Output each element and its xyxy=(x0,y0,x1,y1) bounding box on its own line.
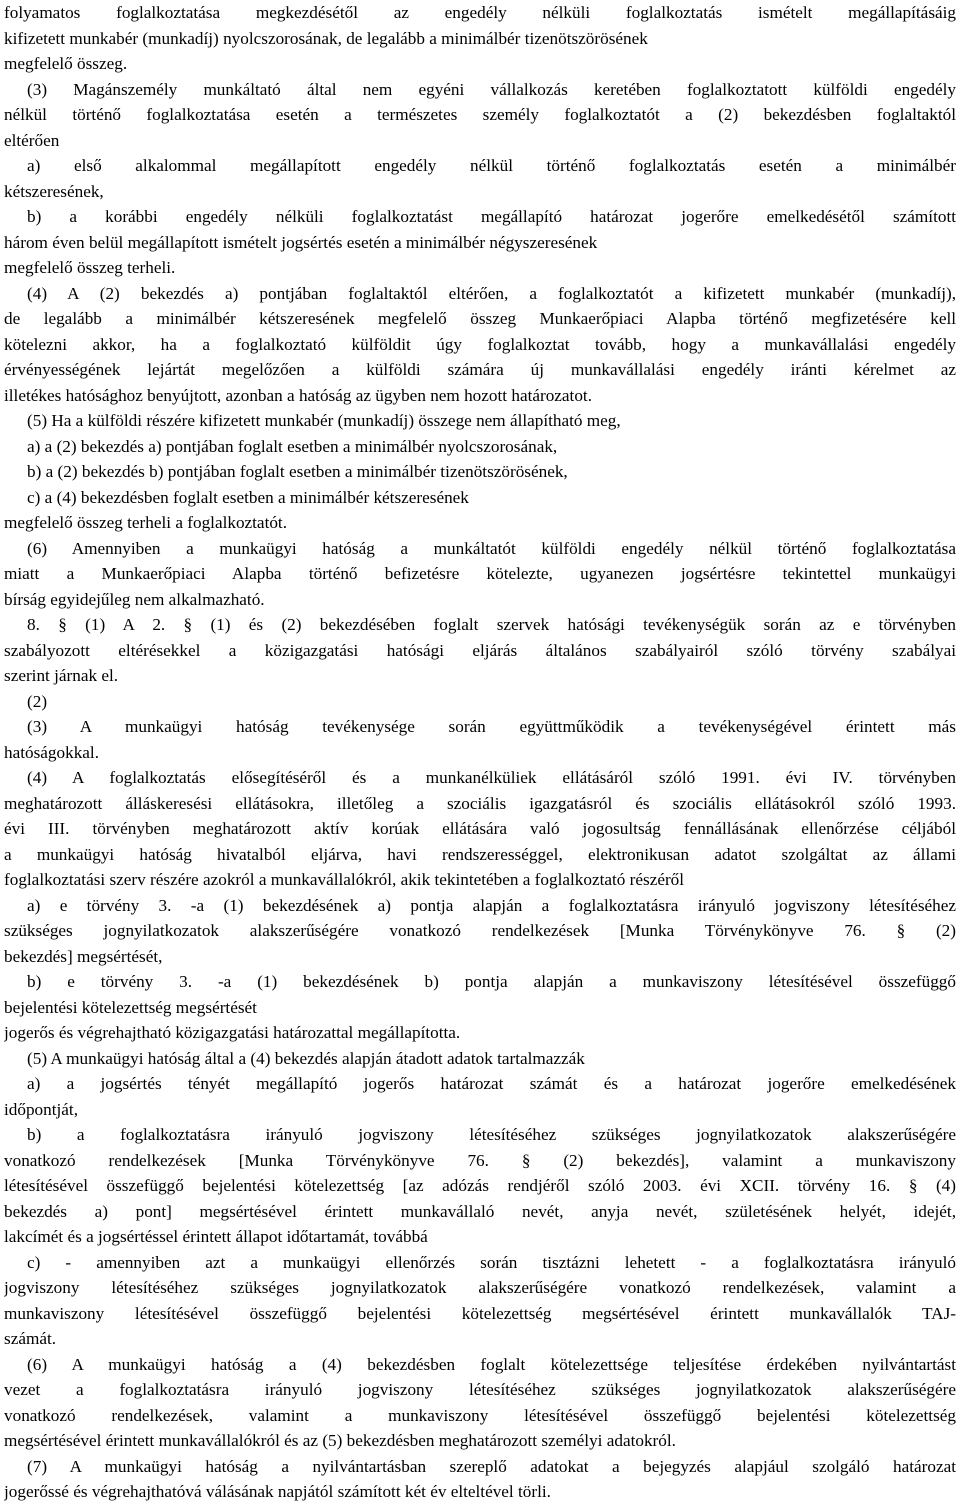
text-line: a) első alkalommal megállapított engedély nélkül történő foglalkoztatás esetén a minimálbér xyxy=(27,156,956,175)
text-line: érvényességének lejártát megelőzően a külföldi számára új munkavállalási engedély iránti kérelmet az xyxy=(4,360,956,379)
text-line: a munkaügyi hatóság hivatalból eljárva, havi rendszerességgel, elektronikusan adatot szolgáltat az állami xyxy=(4,844,956,864)
text-line: miatt a Munkaerőpiaci Alapba történő befizetésre kötelezte, ugyanezen jogsértésre tekintettel munkaügyi xyxy=(4,564,956,583)
text-line: folyamatos foglalkoztatása megkezdésétől az engedély nélküli foglalkoztatás ismételt megállapításáig xyxy=(4,3,956,22)
text-line: megfelelő összeg. xyxy=(4,54,128,73)
text-line: lakcímét és a jogsértéssel érintett állapot időtartamát, továbbá xyxy=(4,1227,428,1246)
text-line: megsértésével érintett munkavállalókról és az (5) bekezdésben meghatározott személyi adatokról. xyxy=(4,1431,676,1450)
text-line: (3) A munkaügyi hatóság tevékenysége során együttműködik a tevékenységével érintett más xyxy=(27,717,956,736)
text-line: (5) Ha a külföldi részére kifizetett munkabér (munkadíj) összege nem állapítható meg, xyxy=(27,411,621,430)
text-line: időpontját, xyxy=(4,1099,78,1119)
text-line: megfelelő összeg terheli a foglalkoztatót. xyxy=(4,513,288,532)
text-line: meghatározott álláskeresési ellátásokra, illetőleg a szociális igazgatásról és szociális ellátásokról szóló 1993. xyxy=(4,793,956,813)
text-line: foglalkoztatási szerv részére azokról a munkavállalókról, akik tekintetében a foglalkoztató részéről xyxy=(4,870,685,889)
text-line: megfelelő összeg terheli. xyxy=(4,258,176,277)
text-line: kétszeresének, xyxy=(4,181,104,201)
text-line: vonatkozó rendelkezések, valamint a munkaviszony létesítésével összefüggő bejelentési kötelezettség xyxy=(4,1405,956,1425)
text-line: b) a (2) bekezdés b) pontjában foglalt esetben a minimálbér tizenötszörösének, xyxy=(27,462,568,481)
text-line: 8. § (1) A 2. § (1) és (2) bekezdésében foglalt szervek hatósági tevékenységük során az e törvényben xyxy=(27,615,956,634)
text-line: vonatkozó rendelkezések [Munka Törvénykönyve 76. § (2) bekezdés], valamint a munkaviszony xyxy=(4,1150,956,1170)
text-line: illetékes hatósághoz benyújtott, azonban a hatóság az ügyben nem hozott határozatot. xyxy=(4,385,592,405)
text-line: (4) A foglalkoztatás elősegítéséről és a munkanélküliek ellátásáról szóló 1991. évi IV. törvényben xyxy=(27,768,956,787)
text-line: szükséges jognyilatkozatok alakszerűségére vonatkozó rendelkezések [Munka Törvénykönyve 76. § (2) xyxy=(4,921,956,940)
text-line: munkaviszony létesítésével összefüggő bejelentési kötelezettség megsértésével érintett munkavállalók TAJ- xyxy=(4,1303,956,1323)
text-line: bekezdés] megsértését, xyxy=(4,946,163,966)
text-line: eltérően xyxy=(4,130,60,150)
text-line: nélkül történő foglalkoztatása esetén a természetes személy foglalkoztatót a (2) bekezdésben foglaltaktól xyxy=(4,105,956,124)
text-line: kifizetett munkabér (munkadíj) nyolcszorosának, de legalább a minimálbér tizenötszörösének xyxy=(4,28,648,48)
text-line: jogerős és végrehajtható közigazgatási határozattal megállapította. xyxy=(4,1023,461,1042)
text-line: a) e törvény 3. -a (1) bekezdésének a) pontja alapján a foglalkoztatásra irányuló jogviszony létesítéséhez xyxy=(27,895,956,915)
text-line: (4) A (2) bekezdés a) pontjában foglaltaktól eltérően, a foglalkoztatót a kifizetett munkabér (munkadíj), xyxy=(27,283,956,303)
text-line: jogviszony létesítéséhez szükséges jognyilatkozatok alakszerűségére vonatkozó rendelkezések, valamint a xyxy=(4,1278,956,1297)
text-line: (6) Amennyiben a munkaügyi hatóság a munkáltatót külföldi engedély nélkül történő foglalkoztatása xyxy=(27,538,956,558)
text-line: bejelentési kötelezettség megsértését xyxy=(4,997,257,1017)
text-line: vezet a foglalkoztatásra irányuló jogviszony létesítéséhez szükséges jognyilatkozatok alakszerűségére xyxy=(4,1380,956,1399)
text-line: bírság egyidejűleg nem alkalmazható. xyxy=(4,589,265,609)
text-line: hatóságokkal. xyxy=(4,742,99,762)
text-line: a) a jogsértés tényét megállapító jogerős határozat számát és a határozat jogerőre emelkedésének xyxy=(27,1074,956,1093)
text-line: kötelezni akkor, ha a foglalkoztató külföldit úgy foglalkoztat tovább, hogy a munkavállalási engedély xyxy=(4,334,956,354)
text-line: b) e törvény 3. -a (1) bekezdésének b) pontja alapján a munkaviszony létesítésével összefüggő xyxy=(27,972,956,991)
text-line: szabályozott eltérésekkel a közigazgatási hatósági eljárás általános szabályairól szóló törvény szabályai xyxy=(4,640,956,660)
text-line: (6) A munkaügyi hatóság a (4) bekezdésben foglalt kötelezettsége teljesítése érdekében nyilvántartást xyxy=(27,1354,956,1374)
text-line: jogerőssé és végrehajthatóvá válásának napjától számított két év elteltével törli. xyxy=(4,1482,551,1501)
text-line: számát. xyxy=(4,1329,57,1348)
text-line: a) a (2) bekezdés a) pontjában foglalt esetben a minimálbér nyolcszorosának, xyxy=(27,436,558,456)
text-line: évi III. törvényben meghatározott aktív korúak ellátására való jogosultság fennállásának ellenőrzése céljából xyxy=(4,819,956,838)
text-line: (2) xyxy=(27,691,48,711)
text-line: (3) Magánszemély munkáltató által nem egyéni vállalkozás keretében foglalkoztatott külföldi engedély xyxy=(27,79,956,99)
text-line: (7) A munkaügyi hatóság a nyilvántartásban szereplő adatokat a bejegyzés alapjául szolgáló határozat xyxy=(27,1456,956,1476)
text-line: c) a (4) bekezdésben foglalt esetben a minimálbér kétszeresének xyxy=(27,487,469,507)
text-line: c) - amennyiben azt a munkaügyi ellenőrzés során tisztázni lehetett - a foglalkoztatásra irányuló xyxy=(27,1252,956,1272)
text-line: három éven belül megállapított ismételt jogsértés esetén a minimálbér négyszeresének xyxy=(4,232,598,252)
text-line: b) a korábbi engedély nélküli foglalkoztatást megállapító határozat jogerőre emelkedésétől számított xyxy=(27,207,956,226)
text-line: b) a foglalkoztatásra irányuló jogviszony létesítéséhez szükséges jognyilatkozatok alakszerűségére xyxy=(27,1125,956,1144)
text-line: (5) A munkaügyi hatóság által a (4) bekezdés alapján átadott adatok tartalmazzák xyxy=(27,1048,585,1068)
text-line: bekezdés a) pont] megsértésével érintett munkavállaló nevét, anyja nevét, születésének helyét, idejét, xyxy=(4,1201,956,1221)
text-line: szerint járnak el. xyxy=(4,666,119,685)
text-line: de legalább a minimálbér kétszeresének megfelelő összeg Munkaerőpiaci Alapba történő megfizetésére kell xyxy=(4,309,956,328)
text-line: létesítésével összefüggő bejelentési kötelezettség [az adózás rendjéről szóló 2003. évi XCII. törvény 16. § (4) xyxy=(4,1176,956,1195)
